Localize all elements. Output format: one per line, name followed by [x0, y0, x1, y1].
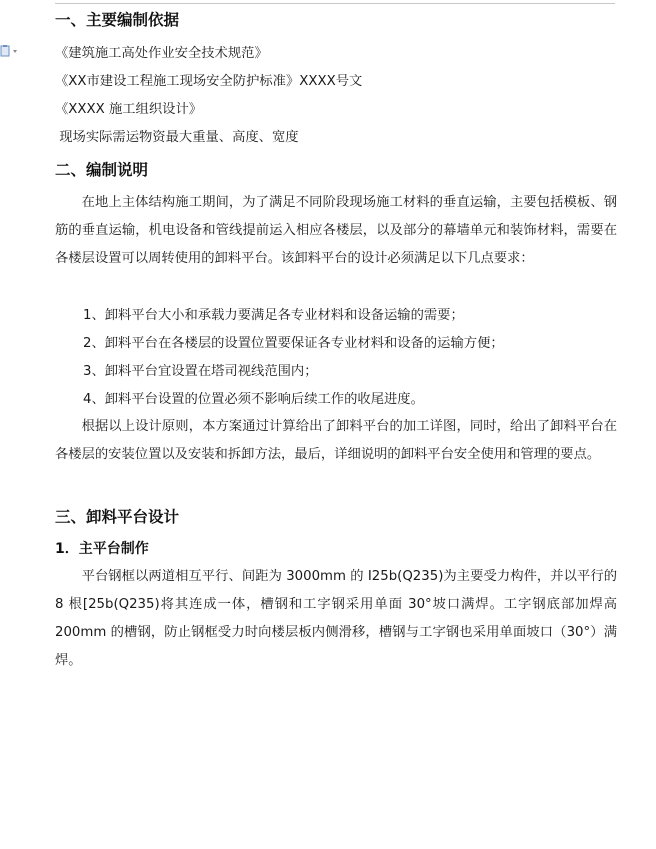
requirement-item: 4、卸料平台设置的位置必须不影响后续工作的收尾进度。 — [83, 392, 424, 407]
section-heading-basis: 一、主要编制依据 — [55, 11, 180, 29]
requirement-item: 3、卸料平台宜设置在塔司视线范围内； — [83, 364, 318, 379]
section-heading-design: 三、卸料平台设计 — [55, 508, 180, 526]
intro-paragraph: 在地上主体结构施工期间，为了满足不同阶段现场施工材料的垂直运输，主要包括模板、钢筋的垂直运输，机电设备和管线提前运入相应各楼层，以及部分的幕墙单元和装饰材料，需要在各楼层设置可以周转使用的卸料平台。该卸料平台的设计必须满足以下几点要求： — [55, 195, 617, 266]
reference-line: 《建筑施工高处作业安全技术规范》 — [55, 46, 268, 61]
requirement-item: 2、卸料平台在各楼层的设置位置要保证各专业材料和设备的运输方便； — [83, 336, 504, 351]
subsection-heading: 1．主平台制作 — [55, 541, 149, 557]
requirement-item: 1、卸料平台大小和承载力要满足各专业材料和设备运输的需要； — [83, 308, 464, 323]
platform-paragraph: 平台钢框以两道相互平行、间距为 3000mm 的 I25b(Q235)为主要受力构件，并以平行的 8 根[25b(Q235)将其连成一体，槽钢和工字钢采用单面 30°坡口满焊。工字钢底部加焊高 200mm 的槽钢，防止钢框受力时向楼层板内侧滑移，槽钢与工字钢也采用单面坡口（30°）满焊。 — [55, 569, 617, 668]
paste-options-icon[interactable] — [0, 44, 20, 58]
reference-line: 现场实际需运物资最大重量、高度、宽度 — [55, 130, 299, 145]
page-top-border — [55, 3, 615, 4]
conclusion-paragraph: 根据以上设计原则，本方案通过计算给出了卸料平台的加工详图，同时，给出了卸料平台在各楼层的安装位置以及安装和拆卸方法，最后，详细说明的卸料平台安全使用和管理的要点。 — [55, 419, 617, 462]
section-heading-description: 二、编制说明 — [55, 161, 149, 179]
reference-line: 《XX市建设工程施工现场安全防护标准》XXXX号文 — [55, 74, 363, 89]
reference-line: 《XXXX 施工组织设计》 — [55, 102, 203, 117]
